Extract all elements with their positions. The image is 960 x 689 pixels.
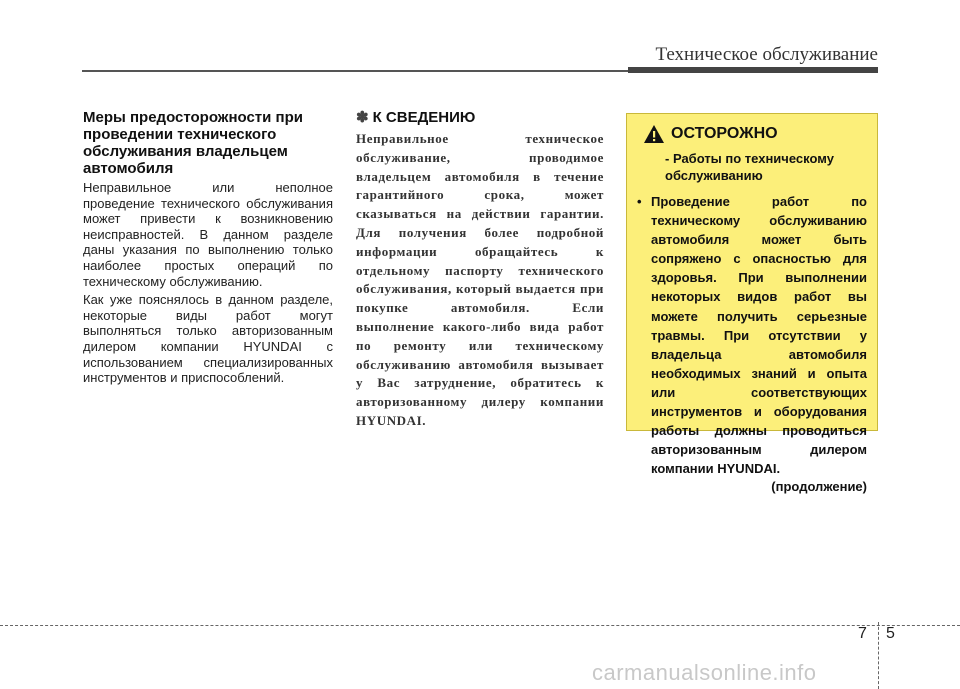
warning-bullet (637, 192, 867, 478)
header-rule-accent (628, 67, 878, 73)
info-note (356, 109, 604, 431)
header-rule (82, 70, 642, 72)
warning-subtitle: - Работы по техническому обслуживанию (665, 151, 834, 183)
bullet-icon: • (637, 194, 642, 209)
footer-rule (0, 625, 960, 626)
paragraph-2: Как уже пояснялось в данном разделе, некоторые виды работ могут выполняться только авторизованным дилером компании HYUNDAI с использованием специализированных инструментов и приспособлений. (83, 292, 333, 386)
left-column (83, 109, 333, 389)
section-heading: Меры предосторожности при проведении технического обслуживания владельцем автомобиля (83, 109, 303, 177)
footer-divider (878, 622, 879, 689)
page-number: 5 (886, 625, 895, 642)
warning-box (626, 113, 878, 495)
watermark: carmanualsonline.info (592, 660, 817, 685)
warning-header (643, 124, 867, 144)
info-title (356, 109, 604, 126)
asterisk-icon: ✽ (356, 109, 369, 126)
paragraph-1: Неправильное или неполное проведение технического обслуживания может привести к возникновению неисправностей. В данном разделе даны указания по выполнению только наиболее простых операций по техническому обслуживанию. (83, 180, 333, 289)
info-body: Неправильное техническое обслуживание, проводимое владельцем автомобиля в течение гарантийного срока, может сказываться на действии гарантии. Для получения более подробной информации обращайтесь к отдельному паспорту технического обслуживания, который выдается при покупке автомобиля. Если выполнение какого-либо вида работ по ремонту или техническому обслуживанию автомобиля вызывает у Вас затруднение, обратитесь к авторизованному дилеру компании HYUNDAI. (356, 131, 604, 428)
warning-triangle-icon (643, 124, 665, 144)
continued-label: (продолжение) (771, 479, 867, 495)
warning-text: Проведение работ по техническому обслуживанию автомобиля может быть сопряжено с опасностью для здоровья. При выполнении некоторых видов работ вы можете получить серьезные травмы. При отсутствии у владельца автомобиля необходимых знаний и опыта или соответствующих инструментов и оборудования работы должны проводиться авторизованным дилером компании HYUNDAI. (651, 194, 867, 477)
warning-title: ОСТОРОЖНО (671, 125, 778, 142)
chapter-number: 7 (858, 625, 867, 642)
info-title-text: К СВЕДЕНИЮ (372, 109, 476, 126)
page-header-title: Техническое обслуживание (655, 44, 878, 65)
